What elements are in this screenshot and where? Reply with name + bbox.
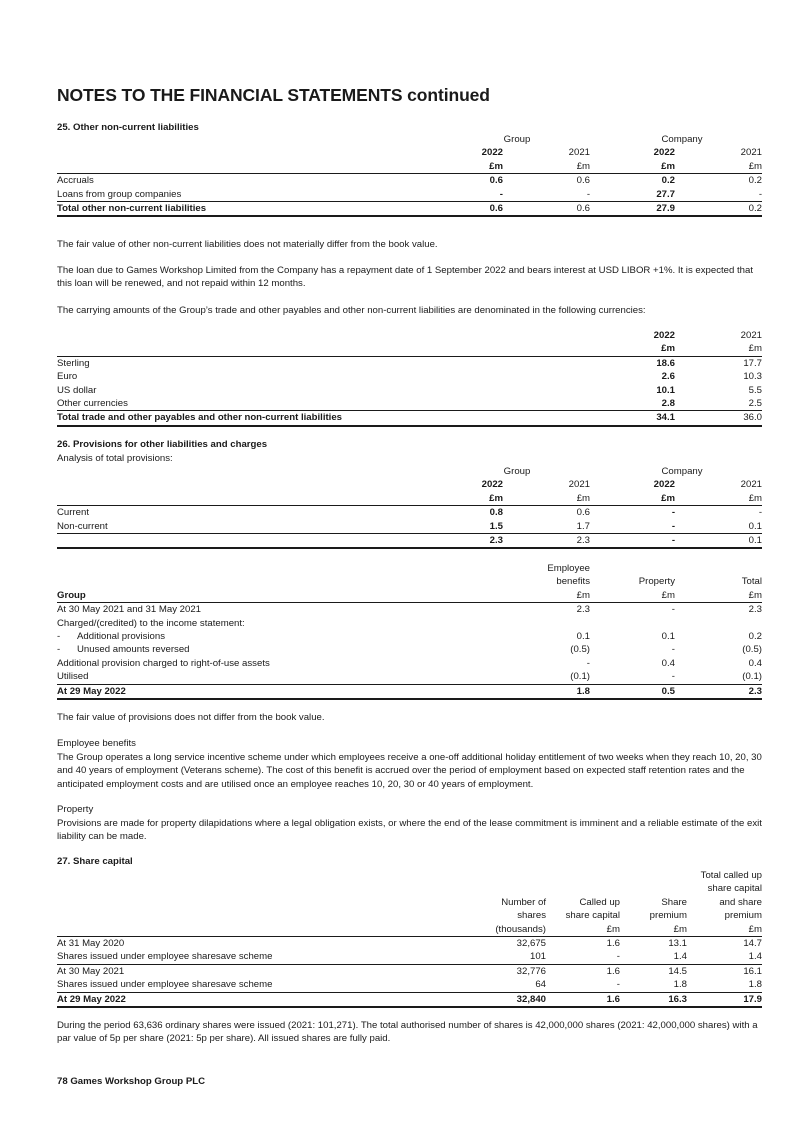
row-label: US dollar	[57, 384, 97, 396]
row-label: At 31 May 2020	[57, 938, 125, 950]
cell-value: 10.3	[743, 371, 762, 383]
unit-header: £m	[590, 492, 675, 506]
table-row	[57, 397, 762, 411]
cell-value: -	[586, 188, 591, 200]
cell-value: 0.6	[450, 202, 503, 217]
year-header: 2021	[740, 330, 762, 341]
row-label: Total trade and other payables and other non-current liabilities	[57, 411, 590, 426]
column-header	[590, 562, 675, 575]
group-heading: Group	[57, 589, 503, 603]
unit-header: £m	[450, 492, 503, 506]
column-header: premium	[649, 910, 687, 922]
other-non-current-liabilities-table	[57, 133, 762, 217]
cell-value: 0.5	[590, 684, 675, 699]
unit-header: £m	[503, 492, 590, 506]
unit-header: £m	[503, 160, 590, 174]
year-header: 2021	[568, 147, 591, 159]
row-label: Loans from group companies	[57, 188, 182, 200]
table-row	[57, 520, 762, 534]
table-row	[57, 603, 762, 617]
cell-value: 1.8	[748, 979, 762, 991]
paragraph: The fair value of other non-current liabilities does not materially differ from the book value.	[57, 239, 438, 250]
column-header: Called up	[579, 896, 620, 908]
paragraph: The carrying amounts of the Group’s trade and other payables and other non-current liabilities are denominated in the following currencies:	[57, 305, 646, 316]
group-header: Group	[503, 134, 531, 145]
cell-value: 0.2	[748, 175, 763, 187]
paragraph: Provisions are made for property dilapidations where a legal obligation exists, or where the end of the lease commitment is imminent and a reliable estimate of the exit liability can be made.	[57, 818, 762, 843]
cell-value: 2.3	[675, 684, 762, 699]
column-header: share capital	[707, 883, 762, 895]
cell-value: 0.4	[748, 657, 762, 669]
row-label: At 30 May 2021 and 31 May 2021	[57, 604, 202, 616]
cell-value: 0.6	[576, 507, 591, 519]
row-label: At 29 May 2022	[57, 684, 503, 699]
cell-value: 14.7	[743, 938, 762, 950]
cell-value: 0.1	[661, 631, 675, 643]
bullet: -	[57, 644, 61, 656]
cell-value: 2.8	[661, 398, 675, 410]
year-header: 2022	[653, 147, 676, 159]
table-row	[57, 506, 762, 520]
unit-header: £m	[503, 589, 590, 603]
total-row	[57, 534, 762, 549]
cell-value: 0.8	[489, 507, 503, 519]
cell-value: (0.5)	[570, 644, 590, 656]
cell-value: 1.7	[576, 520, 591, 532]
column-header: shares	[517, 910, 546, 922]
unit-header: £m	[590, 342, 675, 356]
total-row	[57, 992, 762, 1007]
row-label: Euro	[57, 371, 78, 383]
unit-header: £m	[687, 923, 762, 937]
row-label: Shares issued under employee sharesave scheme	[57, 951, 273, 963]
cell-value: 17.7	[743, 357, 762, 369]
cell-value: 34.1	[590, 411, 675, 426]
cell-value: 1.8	[673, 979, 687, 991]
unit-header: £m	[546, 923, 620, 937]
paragraph: During the period 63,636 ordinary shares were issued (2021: 101,271). The total authorised number of shares is 42,000,000 shares (2021: 42,000,000 shares) with a par value of 5p per share (2021: 5p per share). All issued shares are fully paid.	[57, 1020, 758, 1045]
column-header: Share	[661, 896, 687, 908]
year-header: 2021	[740, 479, 763, 491]
cell-value: -	[671, 507, 676, 519]
row-label: Charged/(credited) to the income statement:	[57, 617, 245, 629]
row-label: Utilised	[57, 671, 89, 683]
paragraph: The fair value of provisions does not differ from the book value.	[57, 712, 325, 723]
subheading: Property	[57, 804, 94, 815]
row-label: Additional provision charged to right-of-use assets	[57, 657, 270, 669]
paragraph: The Group operates a long service incentive scheme under which employees receive a one-off additional holiday entitlement of two weeks when they reach 10, 20, 30 and 40 years of employment (Veterans scheme). The cost of this benefit is accrued over the period of employment based on expected staff retention rates and the anticipated employment costs and are utilised once an employee reaches 10, 20, 30 or 40 years of employment.	[57, 752, 762, 790]
cell-value: -	[758, 507, 763, 519]
cell-value: 10.1	[656, 384, 675, 396]
row-label: Current	[57, 507, 89, 519]
bullet: -	[57, 631, 61, 643]
table-row	[57, 950, 762, 964]
cell-value: 1.6	[546, 964, 620, 978]
provisions-movement-table	[57, 562, 762, 700]
cell-value: -	[758, 188, 763, 200]
cell-value: 0.6	[576, 175, 591, 187]
table-row	[57, 670, 762, 684]
column-header: (thousands)	[459, 923, 546, 937]
cell-value: 1.4	[673, 951, 687, 963]
table-row	[57, 937, 762, 951]
table-row	[57, 657, 762, 670]
cell-value: 0.2	[661, 175, 676, 187]
cell-value: 36.0	[675, 411, 762, 426]
year-header: 2022	[481, 479, 503, 491]
row-label: Non-current	[57, 520, 108, 532]
column-header: premium	[724, 910, 762, 922]
cell-value: 17.9	[687, 992, 762, 1007]
note-26-title: 26. Provisions for other liabilities and charges	[57, 439, 268, 450]
cell-value: 5.5	[748, 384, 762, 396]
company-header: Company	[661, 134, 703, 145]
unit-header: £m	[590, 589, 675, 603]
cell-value: 64	[535, 979, 546, 991]
column-header: Total	[741, 576, 762, 588]
paragraph: The loan due to Games Workshop Limited from the Company has a repayment date of 1 September 2022 and bears interest at USD LIBOR +1%. It is expected that this loan will be renewed, and not repaid within 12 months.	[57, 265, 754, 290]
cell-value: -	[671, 644, 675, 656]
cell-value: 27.7	[656, 188, 676, 200]
cell-value: -	[586, 657, 590, 669]
row-label: Total other non-current liabilities	[57, 202, 450, 217]
page-footer: 78 Games Workshop Group PLC	[57, 1076, 206, 1087]
cell-value: 2.5	[748, 398, 762, 410]
total-row	[57, 202, 762, 217]
row-label: Additional provisions	[77, 631, 165, 643]
cell-value: (0.1)	[742, 671, 762, 683]
unit-header: £m	[590, 160, 675, 174]
cell-value: -	[616, 979, 620, 991]
unit-header: £m	[675, 342, 762, 356]
cell-value: 2.3	[576, 604, 590, 616]
row-label: Other currencies	[57, 398, 128, 410]
row-label: Sterling	[57, 357, 90, 369]
cell-value: 1.6	[546, 992, 620, 1007]
cell-value: 1.8	[503, 684, 590, 699]
cell-value: -	[671, 671, 675, 683]
cell-value: -	[671, 520, 676, 532]
column-header	[675, 562, 762, 575]
row-label: Shares issued under employee sharesave scheme	[57, 979, 273, 991]
cell-value: 0.6	[503, 202, 590, 217]
column-header: Employee	[547, 563, 590, 574]
share-capital-table	[57, 869, 762, 1008]
cell-value: 2.6	[661, 371, 675, 383]
table-row	[57, 964, 762, 978]
cell-value: 32,840	[459, 992, 546, 1007]
unit-header: £m	[675, 160, 762, 174]
table-row	[57, 370, 762, 383]
year-header: 2021	[740, 147, 763, 159]
cell-value: 0.1	[576, 631, 590, 643]
cell-value: 32,675	[516, 938, 546, 950]
year-header: 2022	[653, 479, 676, 491]
cell-value: 2.3	[450, 534, 503, 549]
year-header: 2022	[653, 330, 675, 341]
table-row	[57, 630, 762, 643]
cell-value: 2.3	[748, 604, 762, 616]
note-27-title: 27. Share capital	[57, 856, 133, 867]
table-row	[57, 174, 762, 188]
cell-value: 1.6	[606, 938, 620, 950]
table-row	[57, 978, 762, 992]
group-header: Group	[503, 466, 531, 477]
cell-value: 0.4	[661, 657, 675, 669]
column-header: benefits	[556, 576, 590, 588]
cell-value: 0.1	[748, 520, 763, 532]
row-label: At 29 May 2022	[57, 992, 459, 1007]
unit-header: £m	[675, 589, 762, 603]
subheading: Employee benefits	[57, 738, 136, 749]
cell-value: -	[590, 534, 675, 549]
table-row	[57, 617, 762, 630]
column-header: Property	[638, 576, 675, 588]
cell-value: (0.1)	[570, 671, 590, 683]
row-label: At 30 May 2021	[57, 964, 459, 978]
cell-value: 27.9	[590, 202, 675, 217]
column-header: share capital	[565, 910, 620, 922]
total-provisions-table	[57, 465, 762, 549]
note-25-title: 25. Other non-current liabilities	[57, 122, 199, 133]
company-header: Company	[661, 466, 703, 477]
note-26-subtitle: Analysis of total provisions:	[57, 453, 173, 464]
table-row	[57, 643, 762, 656]
total-row	[57, 684, 762, 699]
cell-value: 101	[529, 951, 546, 963]
year-header: 2021	[568, 479, 591, 491]
cell-value: -	[499, 188, 503, 200]
cell-value: 0.6	[489, 175, 503, 187]
cell-value: 16.3	[620, 992, 687, 1007]
table-row	[57, 356, 762, 370]
cell-value: 1.4	[748, 951, 762, 963]
unit-header: £m	[620, 923, 687, 937]
year-header: 2022	[481, 147, 503, 159]
cell-value: -	[616, 951, 620, 963]
page-title: NOTES TO THE FINANCIAL STATEMENTS continued	[57, 85, 490, 105]
cell-value: 2.3	[503, 534, 590, 549]
table-row	[57, 188, 762, 202]
column-header: and share	[719, 896, 762, 908]
unit-header: £m	[450, 160, 503, 174]
column-header: Total called up	[700, 870, 762, 881]
cell-value: 14.5	[620, 964, 687, 978]
cell-value: 18.6	[656, 357, 675, 369]
cell-value: 16.1	[687, 964, 762, 978]
cell-value: 1.5	[489, 520, 503, 532]
cell-value: -	[671, 604, 675, 616]
column-header: Number of	[501, 896, 546, 908]
cell-value: 0.1	[675, 534, 762, 549]
currency-table	[57, 329, 762, 427]
row-label: Unused amounts reversed	[77, 644, 190, 656]
cell-value: 0.2	[748, 631, 762, 643]
unit-header: £m	[675, 492, 762, 506]
cell-value: 13.1	[668, 938, 687, 950]
cell-value: 32,776	[459, 964, 546, 978]
cell-value: 0.2	[675, 202, 762, 217]
total-row	[57, 411, 762, 426]
table-row	[57, 384, 762, 397]
cell-value: (0.5)	[742, 644, 762, 656]
row-label: Accruals	[57, 175, 94, 187]
